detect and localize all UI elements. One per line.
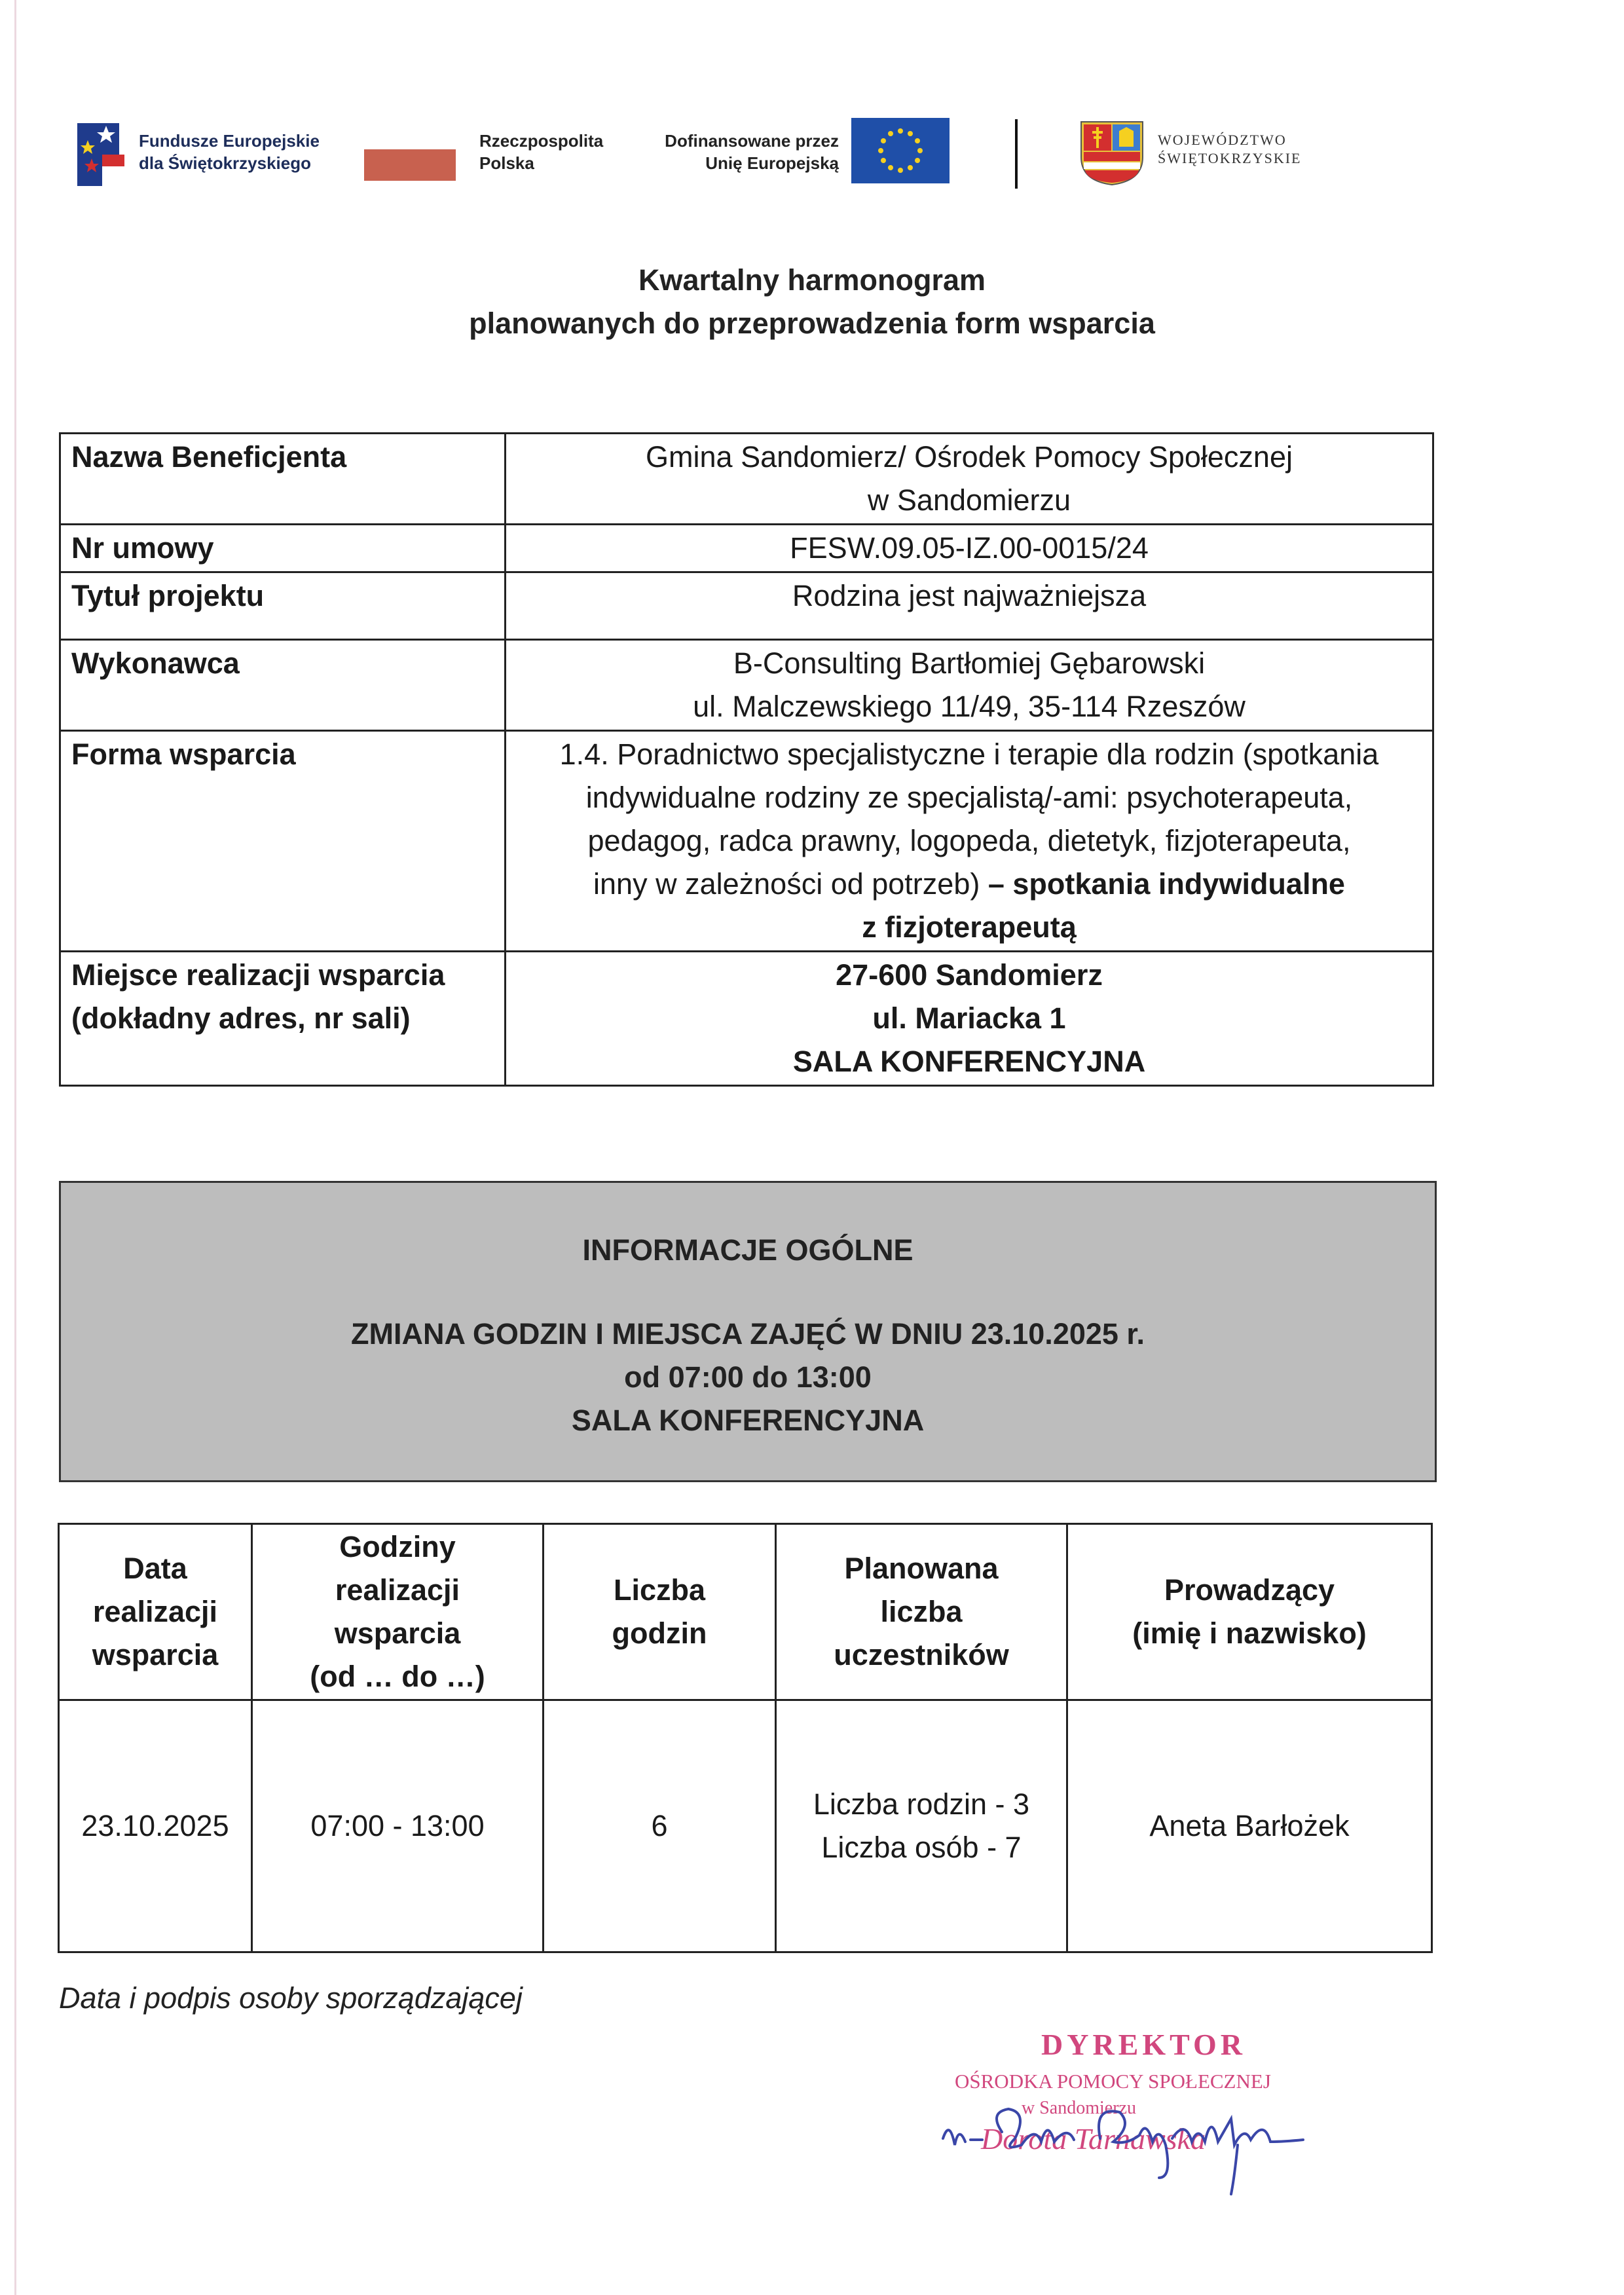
cell-prowadzacy: Aneta Barłożek (1067, 1700, 1432, 1952)
rzeczpospolita-text: Rzeczpospolita Polska (479, 131, 604, 173)
stamp-title: DYREKTOR (1041, 2028, 1246, 2061)
title-line-2: planowanych do przeprowadzenia form wsparcia (469, 307, 1155, 340)
beneficjent-value: Gmina Sandomierz/ Ośrodek Pomocy Społecznej w Sandomierzu (506, 434, 1433, 525)
header-liczba-godzin: Liczba godzin (544, 1524, 776, 1700)
stamp-institution: OŚRODKA POMOCY SPOŁECZNEJ (955, 2070, 1271, 2093)
stamp-name: Dorota Tarnawska (981, 2122, 1206, 2155)
notice-heading: INFORMACJE OGÓLNE (582, 1233, 913, 1267)
umowa-label: Nr umowy (60, 525, 506, 572)
row-umowa (60, 525, 1433, 572)
notice-line-1: ZMIANA GODZIN I MIEJSCA ZAJĘĆ W DNIU 23.10.2025 r. (351, 1317, 1145, 1351)
cell-data: 23.10.2025 (59, 1700, 252, 1952)
forma-label: Forma wsparcia (60, 731, 506, 952)
fundusze-europejskie-text: Fundusze Europejskie dla Świętokrzyskiego (139, 131, 320, 173)
eu-flag-icon (851, 118, 950, 183)
wojewodztwo-text: WOJEWÓDZTWO ŚWIĘTOKRZYSKIE (1158, 132, 1302, 166)
header-uczestnicy: Planowana liczba uczestników (776, 1524, 1067, 1700)
tytul-value: Rodzina jest najważniejsza (506, 572, 1433, 640)
logo-divider (1015, 119, 1018, 189)
logo-strip (0, 111, 1624, 196)
wykonawca-value: B-Consulting Bartłomiej Gębarowski ul. Malczewskiego 11/49, 35-114 Rzeszów (506, 640, 1433, 731)
fundusze-europejskie-logo-icon (73, 118, 128, 190)
handwritten-signature-icon (936, 2080, 1362, 2211)
director-stamp (936, 2027, 1362, 2224)
eu-funding-text: Dofinansowane przez Unię Europejską (665, 131, 839, 173)
signature-caption: Data i podpis osoby sporządzającej (59, 1981, 523, 2015)
umowa-value: FESW.09.05-IZ.00-0015/24 (506, 525, 1433, 572)
notice-line-3: SALA KONFERENCYJNA (571, 1404, 925, 1437)
project-info-table (59, 432, 1434, 1087)
beneficjent-label: Nazwa Beneficjenta (60, 434, 506, 525)
row-wykonawca (60, 640, 1433, 731)
schedule-table (58, 1523, 1433, 1953)
miejsce-value: 27-600 Sandomierz ul. Mariacka 1 SALA KONFERENCYJNA (506, 952, 1433, 1086)
document-title (0, 259, 1624, 345)
cell-godziny: 07:00 - 13:00 (252, 1700, 544, 1952)
schedule-header-row (59, 1524, 1432, 1700)
header-data: Data realizacji wsparcia (59, 1524, 252, 1700)
row-tytul (60, 572, 1433, 640)
header-prowadzacy: Prowadzący (imię i nazwisko) (1067, 1524, 1432, 1700)
title-line-1: Kwartalny harmonogram (638, 263, 986, 297)
row-forma (60, 731, 1433, 952)
row-beneficjent (60, 434, 1433, 525)
forma-value: 1.4. Poradnictwo specjalistyczne i terapie dla rodzin (spotkania indywidualne rodziny ze specjalistą/-ami: psychoterapeuta, pedagog, radca prawny, logopeda, dietetyk, fizjoterapeuta, inny w zależności od potrzeb) – spotkania indywidualne z fizjoterapeutą (506, 731, 1433, 952)
header-godziny: Godziny realizacji wsparcia (od … do …) (252, 1524, 544, 1700)
coat-of-arms-icon (1077, 118, 1147, 187)
stamp-city: w Sandomierzu (1022, 2098, 1136, 2118)
polish-flag-icon (364, 149, 456, 181)
table-row (59, 1700, 1432, 1952)
cell-uczestnicy: Liczba rodzin - 3 Liczba osób - 7 (776, 1700, 1067, 1952)
tytul-label: Tytuł projektu (60, 572, 506, 640)
notice-box (59, 1181, 1437, 1482)
miejsce-label: Miejsce realizacji wsparcia (dokładny adres, nr sali) (60, 952, 506, 1086)
notice-line-2: od 07:00 do 13:00 (624, 1360, 872, 1394)
wykonawca-label: Wykonawca (60, 640, 506, 731)
cell-liczba-godzin: 6 (544, 1700, 776, 1952)
row-miejsce (60, 952, 1433, 1086)
